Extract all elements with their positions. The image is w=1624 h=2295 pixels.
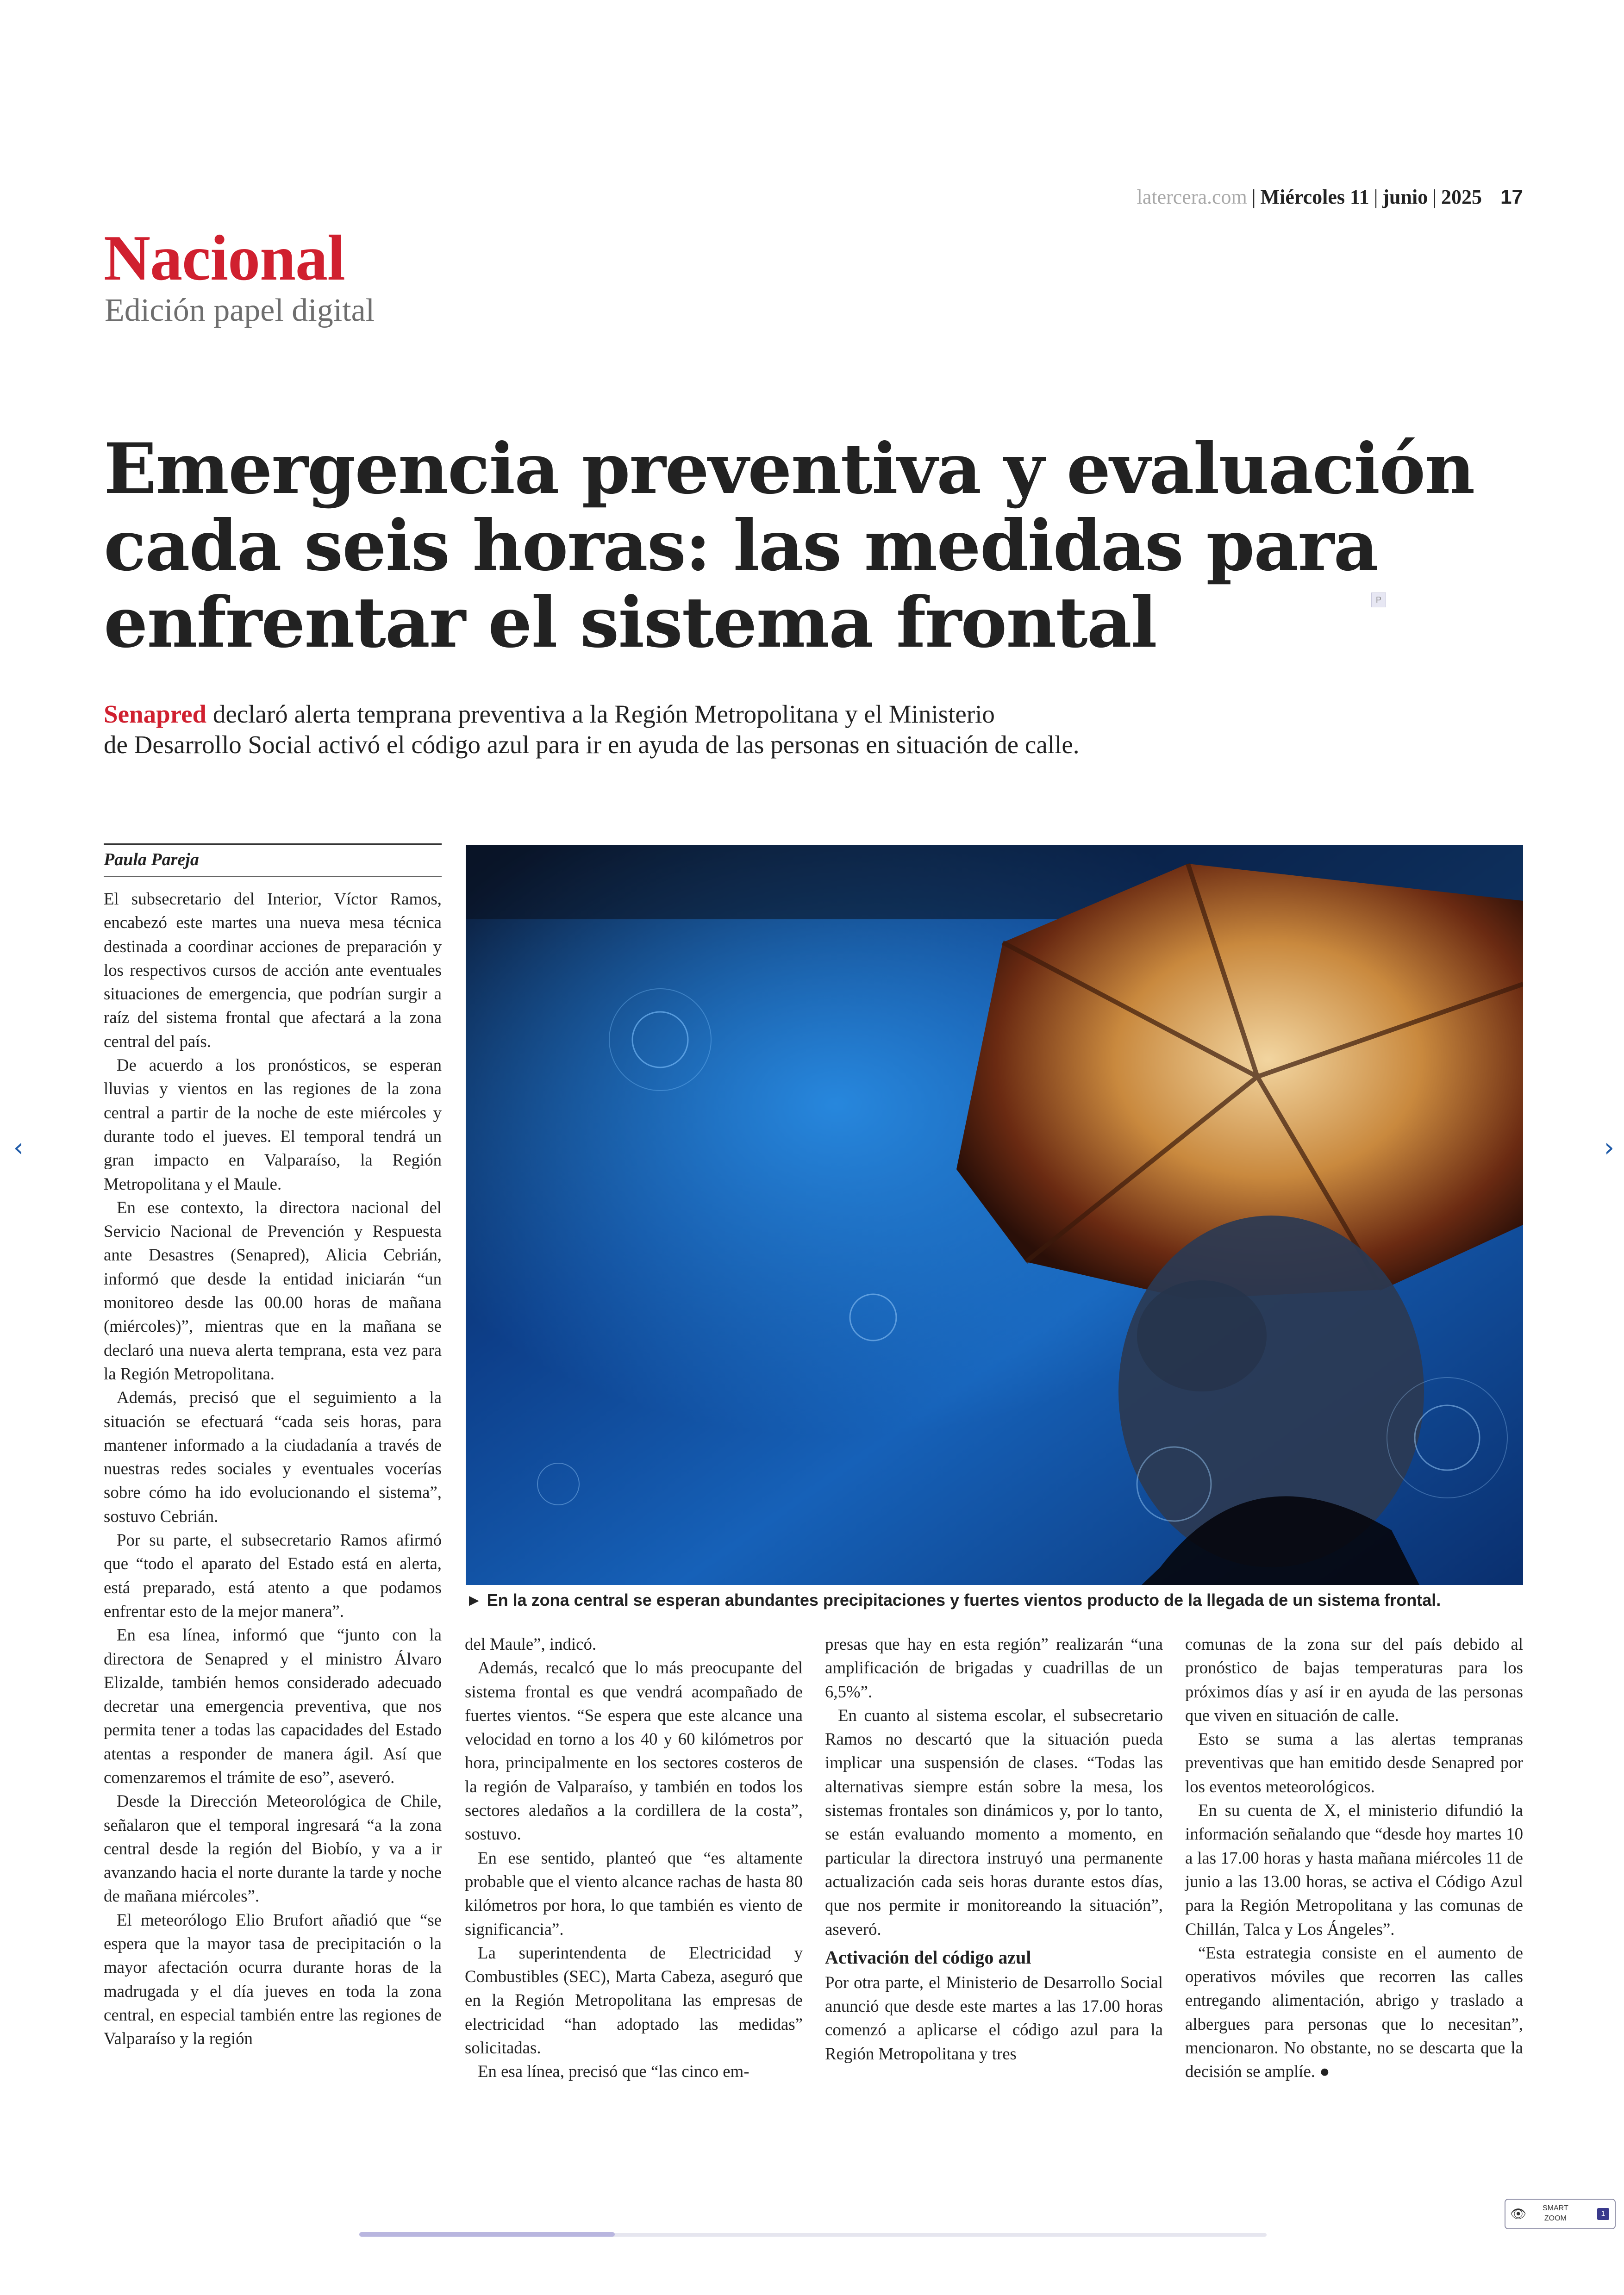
edition-label: Edición papel digital bbox=[105, 293, 375, 328]
page-scrollbar-thumb[interactable] bbox=[359, 2232, 615, 2237]
eye-icon: 👁 bbox=[1510, 2206, 1527, 2221]
paragraph: En su cuenta de X, el ministerio difundió la información señalando que “desde hoy martes 10 a las 17.00 horas y hasta mañana miércoles 11 de junio a las 13.00 horas, se activa el Código Azul para la Región Metropolitana y las comunas de Chillán, Talca y Los Ángeles”. bbox=[1185, 1801, 1523, 1939]
subhead: Activación del código azul bbox=[825, 1946, 1031, 1968]
umbrella-reflection-image bbox=[466, 845, 1523, 1585]
body-column-4 bbox=[1185, 1632, 1523, 2083]
paragraph: Esto se suma a las alertas tempranas preventivas que han emitido desde Senapred por los eventos meteorológicos. bbox=[1185, 1729, 1523, 1796]
body-column-3 bbox=[825, 1632, 1163, 2065]
smart-zoom-label-line2: ZOOM bbox=[1544, 2214, 1567, 2222]
date-day: 11 bbox=[1350, 186, 1369, 208]
paragraph: Por otra parte, el Ministerio de Desarrollo Social anunció que desde este martes a las 17.00 horas comenzó a aplicarse el código azul para la Región Metropolitana y tres bbox=[825, 1972, 1163, 2063]
smart-zoom-label bbox=[1543, 2203, 1568, 2224]
paragraph: El meteorólogo Elio Brufort añadió que “se espera que la mayor tasa de precipitación o la mayor afectación ocurra durante horas de la madrugada y el día jueves en toda la zona central, en especial también entre las regiones de Valparaíso y la región bbox=[104, 1910, 442, 2048]
paragraph: En ese contexto, la directora nacional del Servicio Nacional de Prevención y Respuesta ante Desastres (Senapred), Alicia Cebrián, informó que desde la entidad iniciarán “un monitoreo desde las 00.00 horas de mañana (miércoles)”, mientras que en la mañana se declaró una nueva alerta temprana, esta vez para la Región Metropolitana. bbox=[104, 1197, 442, 1383]
paragraph: del Maule”, indicó. bbox=[465, 1634, 597, 1653]
headline bbox=[104, 428, 1474, 663]
chevron-left-icon: ‹ bbox=[13, 1133, 24, 1163]
deck-kicker: Senapred bbox=[104, 700, 207, 728]
paragraph: En cuanto al sistema escolar, el subsecretario Ramos no descartó que la situación pueda implicar una suspensión de clases. “Todas las alternativas siempre están sobre la mesa, los sistemas frontales son dinámicos y, por lo tanto, se están evaluando momento a momento, en particular la directora instruyó una permanente actualización cada seis horas durante estos días, que nos permite ir monitoreando la situación”, aseveró. bbox=[825, 1705, 1163, 1939]
paragraph: El subsecretario del Interior, Víctor Ramos, encabezó este martes una nueva mesa técnica destinada a coordinar acciones de preparación y los respectivos cursos de acción ante eventuales situaciones de emergencia, que podrían surgir a raíz del sistema frontal que afectará a la zona central del país. bbox=[104, 889, 442, 1051]
deck-text: declaró alerta temprana preventiva a la Región Metropolitana y el Ministerio bbox=[206, 700, 995, 728]
paragraph: comunas de la zona sur del país debido al pronóstico de bajas temperaturas para los próximos días y así ir en ayuda de las personas que viven en situación de calle. bbox=[1185, 1634, 1523, 1725]
page-number: 17 bbox=[1500, 186, 1523, 208]
smart-zoom-label-line1: SMART bbox=[1543, 2204, 1568, 2212]
next-page-button[interactable] bbox=[1595, 1129, 1623, 1166]
chevron-right-icon: › bbox=[1604, 1133, 1615, 1163]
paragraph: presas que hay en esta región” realizarán “una amplificación de brigadas y cuadrillas de un 6,5%”. bbox=[825, 1634, 1163, 1701]
caption-arrow-icon: ► bbox=[466, 1590, 482, 1609]
photo-caption bbox=[466, 1590, 1523, 1610]
paragraph-text: “Esta estrategia consiste en el aumento de operativos móviles que recorren las calles entregando alimentación, abrigo y traslado a albergues para personas que lo necesitan”, mencionaron. No obstante, no se descarta que la decisión se amplíe. bbox=[1185, 1943, 1523, 2081]
headline-line: cada seis horas: las medidas para bbox=[104, 505, 1378, 586]
paragraph: Por su parte, el subsecretario Ramos afirmó que “todo el aparato del Estado está en alerta, está preparado, está atento a que podamos enfrentar esto de la mejor manera”. bbox=[104, 1530, 442, 1621]
date-month: junio bbox=[1382, 186, 1428, 208]
deck-line: de Desarrollo Social activó el código azul para ir en ayuda de las personas en situación de calle. bbox=[104, 730, 1080, 759]
paragraph: En esa línea, informó que “junto con la directora de Senapred y el ministro Álvaro Elizalde, también hemos considerado adecuado decretar una emergencia preventiva, que nos permita tener a todas las capacidades del Estado atentas a responder de manera ágil. Así que comenzaremos el trámite de eso”, aseveró. bbox=[104, 1625, 442, 1787]
paragraph: Desde la Dirección Meteorológica de Chile, señalaron que el temporal ingresará “a la zona central desde la región del Biobío, y va a ir avanzando hacia el norte durante la tarde y noche de mañana miércoles”. bbox=[104, 1791, 442, 1906]
article-photo bbox=[466, 845, 1523, 1585]
deck bbox=[104, 699, 1354, 760]
deck-line bbox=[104, 699, 1354, 730]
caption-text: En la zona central se esperan abundantes precipitaciones y fuertes vientos producto de la llegada de un sistema frontal. bbox=[487, 1590, 1441, 1609]
date-weekday: Miércoles bbox=[1260, 186, 1345, 208]
end-mark-icon: ● bbox=[1315, 2062, 1330, 2081]
previous-page-button[interactable] bbox=[5, 1129, 32, 1166]
body-column-1 bbox=[104, 887, 442, 2051]
smart-zoom-button[interactable] bbox=[1505, 2199, 1616, 2229]
byline: Paula Pareja bbox=[104, 843, 442, 877]
section-title: Nacional bbox=[104, 222, 345, 294]
body-column-2 bbox=[465, 1632, 803, 2083]
headline-line: Emergencia preventiva y evaluación bbox=[104, 428, 1474, 510]
site-name: latercera.com bbox=[1137, 186, 1247, 208]
page-folio: latercera.com | Miércoles 11 | junio | 2025 17 bbox=[1137, 186, 1523, 208]
pdf-marker-icon[interactable]: P bbox=[1371, 592, 1386, 607]
paragraph: Además, recalcó que lo más preocupante del sistema frontal es que vendrá acompañado de fuertes vientos. “Se espera que este alcance una velocidad en torno a los 40 y 60 kilómetros por hora, principalmente en los sectores costeros de la región de Valparaíso, y también en todos los sectores aledaños a la cordillera de la costa”, sostuvo. bbox=[465, 1658, 803, 1844]
headline-line: enfrentar el sistema frontal bbox=[104, 582, 1156, 663]
paragraph: Además, precisó que el seguimiento a la situación se efectuará “cada seis horas, para mantener informado a la ciudadanía a través de nuestras redes sociales y eventuales vocerías sobre cómo ha ido evolucionando el sistema”, sostuvo Cebrián. bbox=[104, 1388, 442, 1526]
date-year: 2025 bbox=[1441, 186, 1482, 208]
smart-zoom-value: 1 bbox=[1597, 2208, 1609, 2220]
paragraph: En ese sentido, planteó que “es altamente probable que el viento alcance rachas de hasta 80 kilómetros por hora, lo que también es viento de significancia”. bbox=[465, 1848, 803, 1939]
paragraph bbox=[1185, 1941, 1523, 2083]
paragraph: En esa línea, precisó que “las cinco em- bbox=[478, 2062, 750, 2081]
paragraph: La superintendenta de Electricidad y Combustibles (SEC), Marta Cabeza, aseguró que en la Región Metropolitana las empresas de electricidad “han adoptado las medidas” solicitadas. bbox=[465, 1943, 803, 2058]
paragraph: De acuerdo a los pronósticos, se esperan lluvias y vientos en las regiones de la zona central a partir de la noche de este miércoles y durante todo el jueves. El temporal tendrá un gran impacto en Valparaíso, la Región Metropolitana y el Maule. bbox=[104, 1055, 442, 1193]
